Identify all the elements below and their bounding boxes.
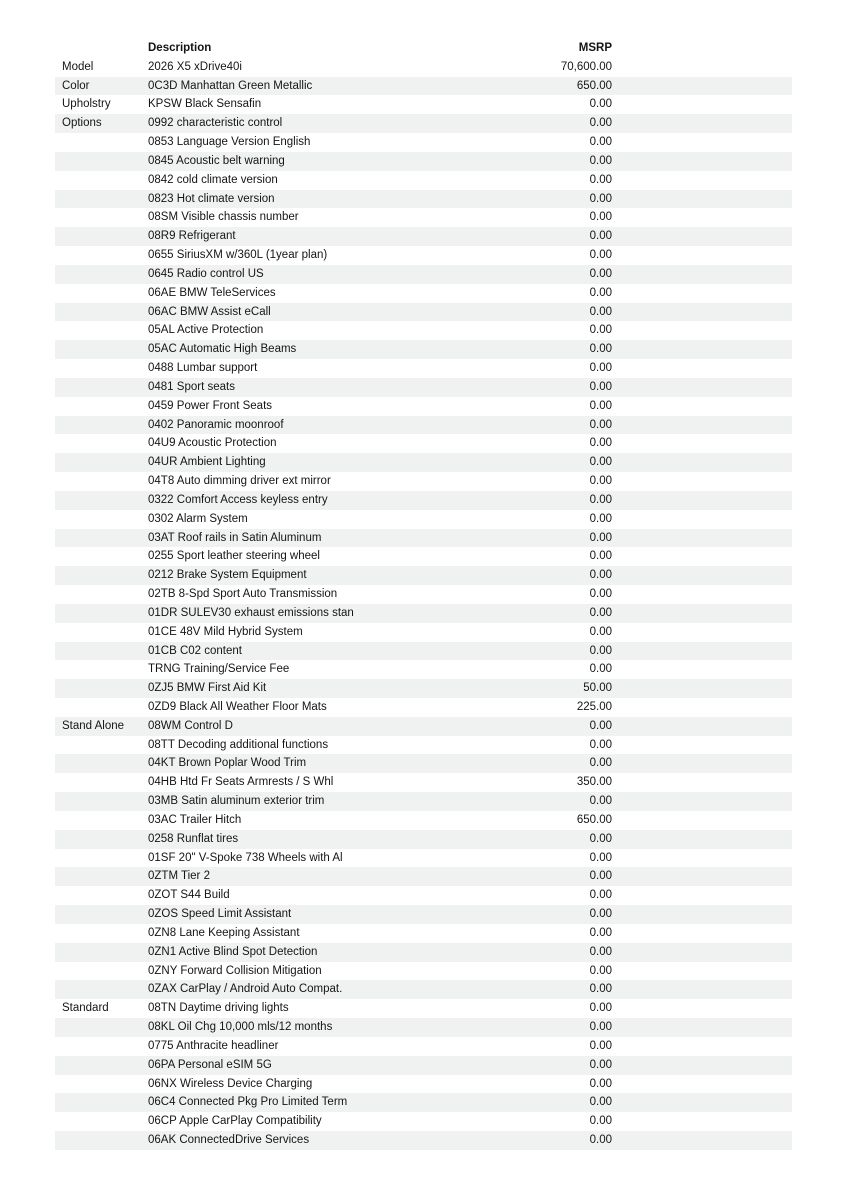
row-category: Upholstry — [62, 98, 111, 111]
row-description: 0842 cold climate version — [148, 173, 278, 186]
row-description: 0845 Acoustic belt warning — [148, 154, 285, 167]
row-msrp: 0.00 — [589, 870, 612, 883]
row-description: 0ZD9 Black All Weather Floor Mats — [148, 700, 327, 713]
row-msrp: 0.00 — [589, 249, 612, 262]
row-msrp: 0.00 — [589, 1077, 612, 1090]
table-row — [55, 924, 792, 943]
table-row — [55, 623, 792, 642]
table-row — [55, 773, 792, 792]
table-row — [55, 434, 792, 453]
table-row — [55, 867, 792, 886]
row-description: TRNG Training/Service Fee — [148, 663, 290, 676]
row-msrp: 0.00 — [589, 569, 612, 582]
table-row — [55, 679, 792, 698]
table-row — [55, 340, 792, 359]
row-description: 0255 Sport leather steering wheel — [148, 550, 320, 563]
table-row — [55, 962, 792, 981]
row-description: 08R9 Refrigerant — [148, 230, 236, 243]
row-description: 01DR SULEV30 exhaust emissions stan — [148, 606, 354, 619]
row-description: 06AK ConnectedDrive Services — [148, 1134, 310, 1147]
row-description: 04KT Brown Poplar Wood Trim — [148, 757, 307, 770]
table-row — [55, 886, 792, 905]
row-description: 06AE BMW TeleServices — [148, 286, 276, 299]
row-msrp: 0.00 — [589, 267, 612, 280]
row-description: 06NX Wireless Device Charging — [148, 1077, 313, 1090]
row-description: 02TB 8-Spd Sport Auto Transmission — [148, 588, 338, 601]
row-description: 03AC Trailer Hitch — [148, 813, 242, 826]
table-row — [55, 566, 792, 585]
row-description: 0645 Radio control US — [148, 267, 264, 280]
table-row — [55, 77, 792, 96]
table-row — [55, 265, 792, 284]
row-description: 0ZTM Tier 2 — [148, 870, 210, 883]
row-msrp: 0.00 — [589, 98, 612, 111]
table-row — [55, 510, 792, 529]
row-msrp: 0.00 — [589, 380, 612, 393]
row-msrp: 0.00 — [589, 1039, 612, 1052]
row-description: 0992 characteristic control — [148, 117, 283, 130]
table-row — [55, 642, 792, 661]
table-row — [55, 491, 792, 510]
row-msrp: 0.00 — [589, 456, 612, 469]
row-description: 04T8 Auto dimming driver ext mirror — [148, 475, 331, 488]
row-msrp: 0.00 — [589, 644, 612, 657]
row-description: 0ZOT S44 Build — [148, 889, 230, 902]
row-msrp: 0.00 — [589, 1058, 612, 1071]
table-row — [55, 980, 792, 999]
row-description: 0ZN8 Lane Keeping Assistant — [148, 926, 300, 939]
row-description: 0ZOS Speed Limit Assistant — [148, 908, 292, 921]
row-category: Stand Alone — [62, 719, 125, 732]
row-msrp: 0.00 — [589, 362, 612, 375]
table-row — [55, 792, 792, 811]
row-msrp: 0.00 — [589, 1021, 612, 1034]
row-description: 01CB C02 content — [148, 644, 242, 657]
row-msrp: 0.00 — [589, 343, 612, 356]
row-description: 06AC BMW Assist eCall — [148, 305, 271, 318]
table-row — [55, 830, 792, 849]
row-category: Color — [62, 79, 90, 92]
row-msrp: 0.00 — [589, 550, 612, 563]
row-description: 0481 Sport seats — [148, 380, 235, 393]
row-msrp: 0.00 — [589, 832, 612, 845]
row-msrp: 0.00 — [589, 851, 612, 864]
table-row — [55, 133, 792, 152]
row-msrp: 0.00 — [589, 531, 612, 544]
header-msrp: MSRP — [578, 42, 612, 54]
table-row — [55, 1112, 792, 1131]
table-row — [55, 585, 792, 604]
row-msrp: 50.00 — [583, 682, 612, 695]
row-msrp: 0.00 — [589, 926, 612, 939]
row-msrp: 0.00 — [589, 983, 612, 996]
row-description: 0302 Alarm System — [148, 512, 248, 525]
row-msrp: 0.00 — [589, 757, 612, 770]
row-description: KPSW Black Sensafin — [148, 98, 262, 111]
row-msrp: 0.00 — [589, 493, 612, 506]
row-msrp: 0.00 — [589, 1115, 612, 1128]
row-description: 01CE 48V Mild Hybrid System — [148, 625, 303, 638]
row-msrp: 0.00 — [589, 964, 612, 977]
table-row — [55, 227, 792, 246]
row-msrp: 0.00 — [589, 437, 612, 450]
table-row — [55, 114, 792, 133]
table-row — [55, 736, 792, 755]
table-row — [55, 811, 792, 830]
table-row — [55, 999, 792, 1018]
row-description: 01SF 20" V-Spoke 738 Wheels with Al — [148, 851, 343, 864]
table-row — [55, 246, 792, 265]
table-row — [55, 321, 792, 340]
row-msrp: 650.00 — [576, 813, 612, 826]
table-header-row — [55, 39, 792, 58]
row-description: 0C3D Manhattan Green Metallic — [148, 79, 313, 92]
row-msrp: 350.00 — [576, 776, 612, 789]
table-row — [55, 190, 792, 209]
table-row — [55, 152, 792, 171]
row-description: 08WM Control D — [148, 719, 233, 732]
table-row — [55, 1056, 792, 1075]
row-msrp: 0.00 — [589, 945, 612, 958]
row-description: 08KL Oil Chg 10,000 mls/12 months — [148, 1021, 333, 1034]
table-row — [55, 1131, 792, 1150]
table-row — [55, 397, 792, 416]
table-row — [55, 717, 792, 736]
row-msrp: 0.00 — [589, 136, 612, 149]
table-row — [55, 171, 792, 190]
table-row — [55, 472, 792, 491]
row-description: 08SM Visible chassis number — [148, 211, 299, 224]
row-description: 0ZNY Forward Collision Mitigation — [148, 964, 322, 977]
row-description: 2026 X5 xDrive40i — [148, 60, 242, 73]
row-description: 0853 Language Version English — [148, 136, 311, 149]
row-msrp: 0.00 — [589, 1002, 612, 1015]
row-msrp: 0.00 — [589, 738, 612, 751]
table-body — [55, 58, 792, 1150]
row-category: Model — [62, 60, 94, 73]
row-msrp: 0.00 — [589, 117, 612, 130]
row-msrp: 0.00 — [589, 154, 612, 167]
row-msrp: 0.00 — [589, 173, 612, 186]
row-msrp: 0.00 — [589, 399, 612, 412]
row-description: 0258 Runflat tires — [148, 832, 239, 845]
row-description: 08TN Daytime driving lights — [148, 1002, 289, 1015]
table-row — [55, 208, 792, 227]
row-description: 0ZN1 Active Blind Spot Detection — [148, 945, 318, 958]
table-row — [55, 660, 792, 679]
vehicle-spec-table — [55, 39, 792, 1150]
row-description: 04UR Ambient Lighting — [148, 456, 266, 469]
row-description: 04U9 Acoustic Protection — [148, 437, 277, 450]
table-row — [55, 284, 792, 303]
row-msrp: 0.00 — [589, 192, 612, 205]
row-category: Options — [62, 117, 102, 130]
row-category: Standard — [62, 1002, 109, 1015]
row-msrp: 0.00 — [589, 324, 612, 337]
row-msrp: 0.00 — [589, 1134, 612, 1147]
header-description: Description — [148, 42, 212, 54]
row-description: 0775 Anthracite headliner — [148, 1039, 279, 1052]
table-row — [55, 416, 792, 435]
row-description: 0212 Brake System Equipment — [148, 569, 307, 582]
row-msrp: 0.00 — [589, 475, 612, 488]
row-description: 0459 Power Front Seats — [148, 399, 273, 412]
table-row — [55, 58, 792, 77]
table-row — [55, 378, 792, 397]
row-msrp: 0.00 — [589, 606, 612, 619]
row-description: 0655 SiriusXM w/360L (1year plan) — [148, 249, 328, 262]
table-row — [55, 905, 792, 924]
table-row — [55, 1093, 792, 1112]
row-description: 0322 Comfort Access keyless entry — [148, 493, 328, 506]
table-row — [55, 529, 792, 548]
row-msrp: 0.00 — [589, 908, 612, 921]
row-msrp: 0.00 — [589, 305, 612, 318]
row-msrp: 70,600.00 — [560, 60, 612, 73]
row-msrp: 0.00 — [589, 889, 612, 902]
table-row — [55, 849, 792, 868]
table-row — [55, 303, 792, 322]
row-description: 06CP Apple CarPlay Compatibility — [148, 1115, 322, 1128]
table-row — [55, 359, 792, 378]
row-msrp: 0.00 — [589, 1096, 612, 1109]
table-row — [55, 604, 792, 623]
table-row — [55, 754, 792, 773]
row-msrp: 0.00 — [589, 625, 612, 638]
row-description: 05AC Automatic High Beams — [148, 343, 297, 356]
row-description: 06PA Personal eSIM 5G — [148, 1058, 272, 1071]
row-msrp: 0.00 — [589, 512, 612, 525]
row-description: 0ZAX CarPlay / Android Auto Compat. — [148, 983, 343, 996]
table-row — [55, 698, 792, 717]
row-msrp: 0.00 — [589, 418, 612, 431]
row-description: 04HB Htd Fr Seats Armrests / S Whl — [148, 776, 334, 789]
row-msrp: 0.00 — [589, 286, 612, 299]
row-msrp: 0.00 — [589, 588, 612, 601]
table-row — [55, 453, 792, 472]
table-row — [55, 1018, 792, 1037]
row-msrp: 0.00 — [589, 230, 612, 243]
table-row — [55, 547, 792, 566]
table-row — [55, 943, 792, 962]
row-description: 0488 Lumbar support — [148, 362, 258, 375]
table-row — [55, 1037, 792, 1056]
row-msrp: 0.00 — [589, 795, 612, 808]
row-description: 03MB Satin aluminum exterior trim — [148, 795, 325, 808]
row-description: 0402 Panoramic moonroof — [148, 418, 284, 431]
row-msrp: 0.00 — [589, 663, 612, 676]
row-description: 06C4 Connected Pkg Pro Limited Term — [148, 1096, 348, 1109]
row-msrp: 225.00 — [576, 700, 612, 713]
row-description: 0ZJ5 BMW First Aid Kit — [148, 682, 267, 695]
row-msrp: 0.00 — [589, 211, 612, 224]
row-msrp: 650.00 — [576, 79, 612, 92]
row-description: 03AT Roof rails in Satin Aluminum — [148, 531, 322, 544]
row-description: 0823 Hot climate version — [148, 192, 275, 205]
table-row — [55, 1075, 792, 1094]
row-description: 08TT Decoding additional functions — [148, 738, 329, 751]
row-msrp: 0.00 — [589, 719, 612, 732]
table-row — [55, 95, 792, 114]
row-description: 05AL Active Protection — [148, 324, 264, 337]
